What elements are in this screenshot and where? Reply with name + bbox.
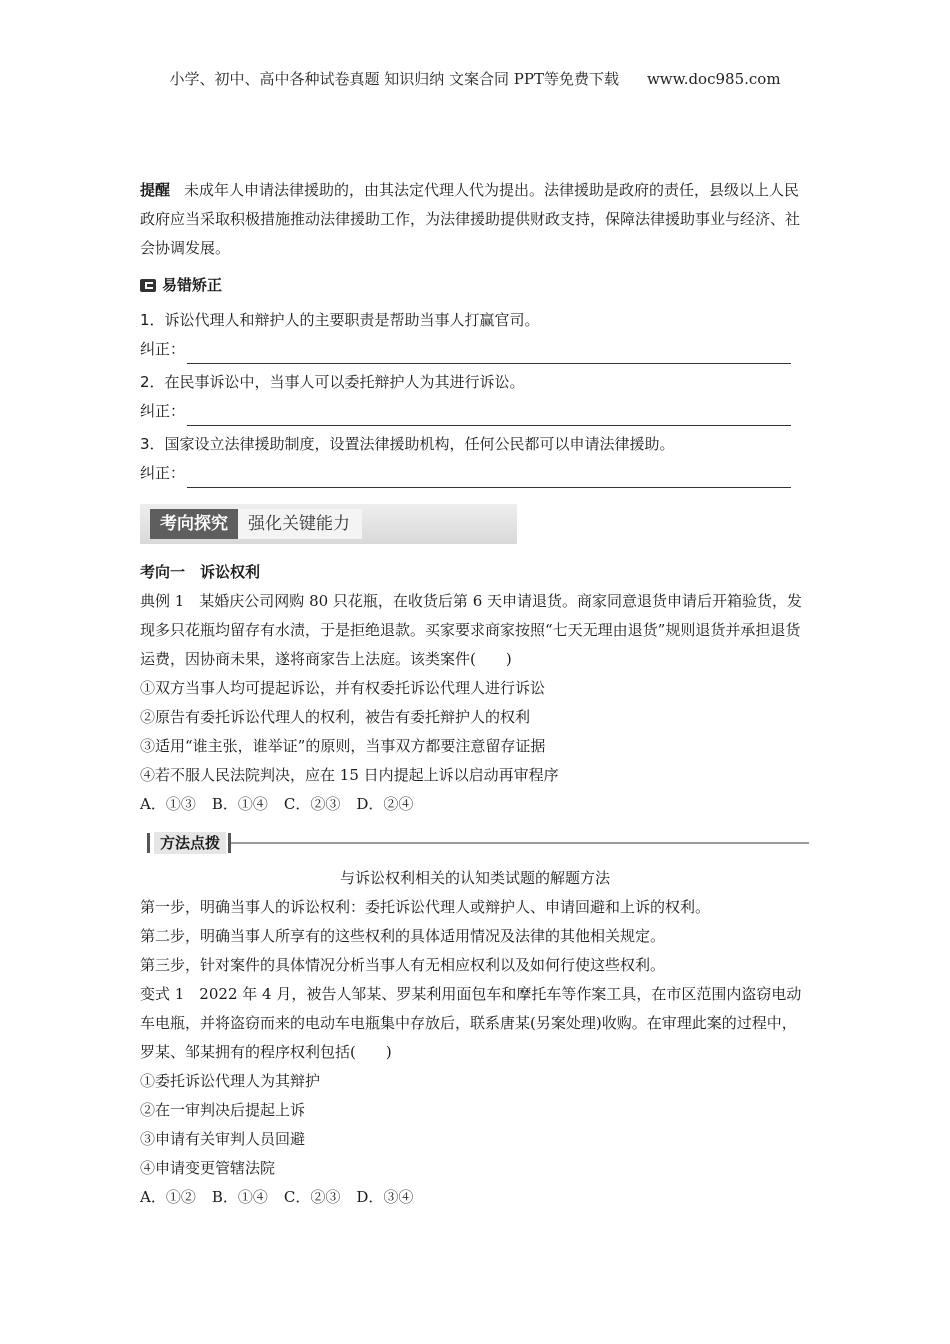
direction-title: 考向一 诉讼权利 bbox=[140, 563, 261, 581]
variant-option-4: ④申请变更管辖法院 bbox=[140, 1159, 276, 1177]
example-option-2: ②原告有委托诉讼代理人的权利，被告有委托辩护人的权利 bbox=[140, 708, 531, 726]
method-step-1: 第一步，明确当事人的诉讼权利：委托诉讼代理人或辩护人、申请回避和上诉的权利。 bbox=[140, 898, 711, 916]
method-header-bar bbox=[147, 829, 809, 857]
variant-choice-d[interactable]: D．③④ bbox=[356, 1188, 414, 1206]
method-step-2: 第二步，明确当事人所享有的这些权利的具体适用情况及法律的其他相关规定。 bbox=[140, 927, 666, 945]
error-item-3: 3．国家设立法律援助制度，设置法律援助机构，任何公民都可以申请法律援助。 bbox=[140, 435, 675, 453]
fix-row-2 bbox=[140, 397, 810, 426]
example-option-3: ③适用“谁主张，谁举证”的原则，当事双方都要注意留存证据 bbox=[140, 737, 546, 755]
direction-block bbox=[140, 558, 810, 819]
variant-option-2: ②在一审判决后提起上诉 bbox=[140, 1101, 306, 1119]
fix-answer-line-3[interactable] bbox=[187, 467, 791, 488]
variant-answer-choices bbox=[140, 1183, 810, 1212]
variant-choice-c[interactable]: C．②③ bbox=[283, 1188, 341, 1206]
fix-row-1 bbox=[140, 335, 810, 364]
method-step-3: 第三步，针对案件的具体情况分析当事人有无相应权利以及如何行使这些权利。 bbox=[140, 956, 666, 974]
method-divider bbox=[231, 842, 809, 844]
error-item-2: 2．在民事诉讼中，当事人可以委托辩护人为其进行诉讼。 bbox=[140, 373, 525, 391]
fix-label: 纠正： bbox=[140, 340, 186, 358]
error-correction-section bbox=[140, 271, 810, 299]
variant-choice-b[interactable]: B．①④ bbox=[211, 1188, 268, 1206]
fix-row-3 bbox=[140, 459, 810, 488]
answer-choice-a[interactable]: A．①③ bbox=[140, 795, 196, 813]
banner-main-label: 考向探究 bbox=[150, 509, 238, 539]
variant-option-1: ①委托诉讼代理人为其辩护 bbox=[140, 1072, 321, 1090]
header-text: 小学、初中、高中各种试卷真题 知识归纳 文案合同 PPT等免费下载 bbox=[169, 70, 619, 88]
method-label: 方法点拨 bbox=[154, 832, 226, 854]
method-title: 与诉讼权利相关的认知类试题的解题方法 bbox=[339, 869, 610, 887]
header-url[interactable]: www.doc985.com bbox=[646, 70, 781, 88]
page-header bbox=[0, 68, 950, 89]
fix-answer-line-1[interactable] bbox=[187, 343, 791, 364]
tip-block bbox=[140, 176, 810, 263]
error-item-1: 1．诉讼代理人和辩护人的主要职责是帮助当事人打赢官司。 bbox=[140, 311, 540, 329]
method-block bbox=[140, 864, 810, 1212]
fix-answer-line-2[interactable] bbox=[187, 405, 791, 426]
answer-choice-b[interactable]: B．①④ bbox=[211, 795, 268, 813]
tip-text: 未成年人申请法律援助的，由其法定代理人代为提出。法律援助是政府的责任，县级以上人民政府应当采取积极措施推动法律援助工作，为法律援助提供财政支持，保障法律援助事业与经济、社会协调发展。 bbox=[140, 181, 801, 257]
example-answer-choices bbox=[140, 790, 810, 819]
answer-choice-c[interactable]: C．②③ bbox=[283, 795, 341, 813]
example-option-4: ④若不服人民法院判决，应在 15 日内提起上诉以启动再审程序 bbox=[140, 766, 559, 784]
fix-label: 纠正： bbox=[140, 402, 186, 420]
section-banner bbox=[140, 504, 517, 544]
error-section-title-text: 易错矫正 bbox=[162, 276, 223, 294]
variant-question: 变式 1 2022 年 4 月，被告人邹某、罗某利用面包车和摩托车等作案工具，在市区范围内盗窃电动车电瓶，并将盗窃而来的电动车电瓶集中存放后，联系唐某(另案处理)收购。在审理此案的过程中，罗某、邹某拥有的程序权利包括( ) bbox=[140, 985, 802, 1061]
banner-sub-label: 强化关键能力 bbox=[238, 509, 362, 539]
tip-label: 提醒 bbox=[140, 181, 171, 199]
example-question: 典例 1 某婚庆公司网购 80 只花瓶，在收货后第 6 天申请退货。商家同意退货申请后开箱验货，发现多只花瓶均留存有水渍，于是拒绝退款。买家要求商家按照“七天无理由退货”规则退货并承担退货运费，因协商未果，遂将商家告上法庭。该类案件( ) bbox=[140, 592, 803, 668]
method-bar-left-mark bbox=[147, 833, 150, 853]
error-items bbox=[140, 306, 810, 488]
example-option-1: ①双方当事人均可提起诉讼，并有权委托诉讼代理人进行诉讼 bbox=[140, 679, 546, 697]
error-section-title bbox=[140, 271, 810, 299]
fix-label: 纠正： bbox=[140, 464, 186, 482]
variant-choice-a[interactable]: A．①② bbox=[140, 1188, 196, 1206]
answer-choice-d[interactable]: D．②④ bbox=[356, 795, 414, 813]
variant-option-3: ③申请有关审判人员回避 bbox=[140, 1130, 306, 1148]
section-marker-icon bbox=[140, 279, 156, 292]
